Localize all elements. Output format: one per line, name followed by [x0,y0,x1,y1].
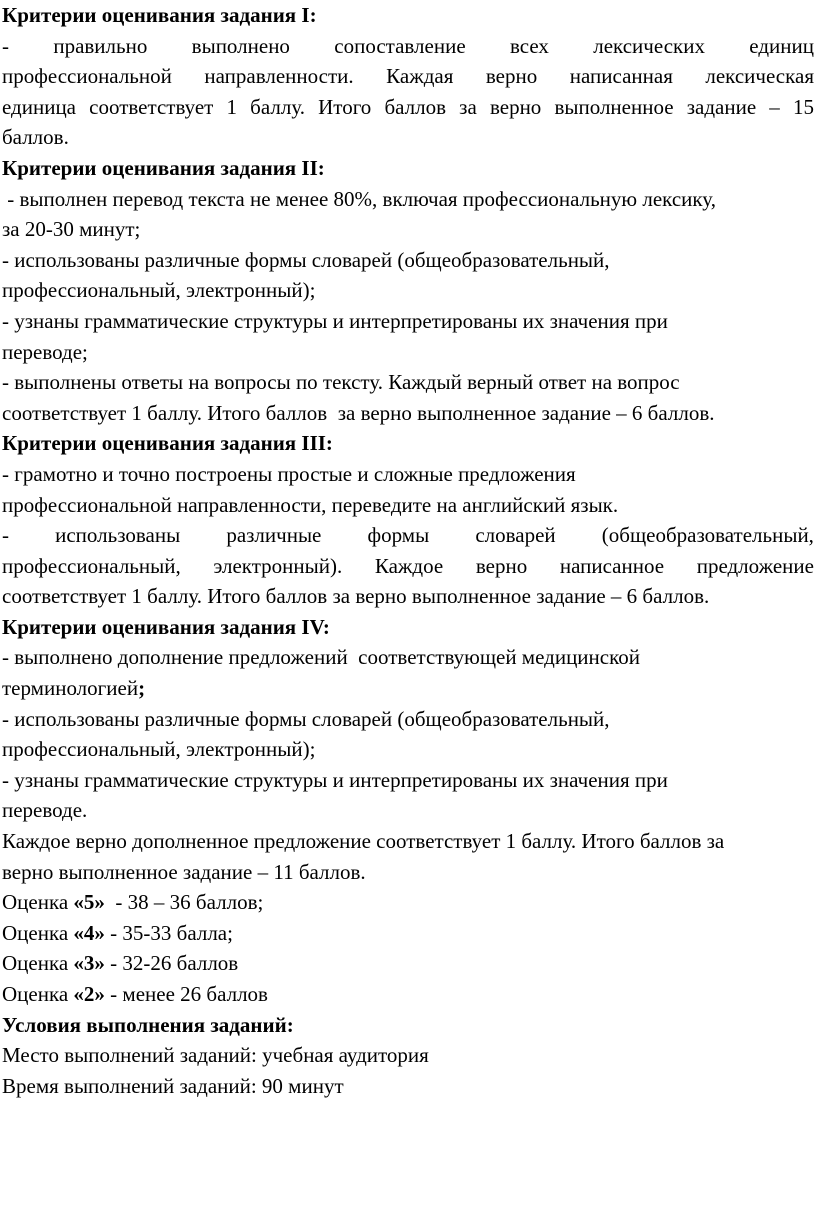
section4-line2-semicolon: ; [138,676,146,701]
word: задание [686,94,757,119]
section3-line5: соответствует 1 баллу. Итого баллов за верно выполненное задание – 6 баллов. [2,584,710,609]
word: соответствует [89,94,214,119]
grade-rest: - 32-26 баллов [104,951,239,976]
word: верно [489,94,542,119]
word: предложение [696,553,814,578]
grade-prefix: Оценка [2,982,74,1006]
word: Каждое [374,553,444,578]
word: 1 [226,94,238,119]
section2-line1: - выполнен перевод текста не менее 80%, включая профессиональную лексику, [2,186,716,211]
grade-rest: - менее 26 баллов [104,982,268,1006]
section2-line7: - выполнены ответы на вопросы по тексту. Каждый верный ответ на вопрос [2,370,680,395]
word: верно [485,64,538,89]
section2-line8: соответствует 1 баллу. Итого баллов за верно выполненное задание – 6 баллов. [2,400,715,425]
section4-line8: верно выполненное задание – 11 баллов. [2,859,366,884]
word: – [769,94,780,119]
section4-heading: Критерии оценивания задания IV: [2,614,330,639]
section3-line2: профессиональной направленности, переведите на английский язык. [2,492,619,517]
grade-mark: «3» [73,951,105,976]
word: верно [475,553,528,578]
section4-line6: переводе. [2,798,88,823]
word: - [2,33,9,58]
grade-prefix: Оценка [2,951,74,976]
section1-line2 [2,61,814,92]
word: сопоставление [334,33,466,58]
section1-line4: баллов. [2,125,69,150]
section2-line6: переводе; [2,339,88,364]
word: всех [510,33,549,58]
grade-4 [2,918,814,949]
grade-5 [2,887,814,918]
word: (общеобразовательный, [601,523,814,548]
word: правильно [53,33,148,58]
word: написанное [559,553,665,578]
word: выполненное [554,94,674,119]
section4-line7: Каждое верно дополненное предложение соответствует 1 баллу. Итого баллов за [2,829,725,854]
word: профессиональный, [2,553,181,578]
word: единиц [749,33,814,58]
word: лексическая [705,64,814,89]
section4-line2 [2,673,814,704]
section3-line4 [2,551,814,582]
word: различные [226,523,322,548]
word: - [2,523,9,548]
grade-mark: «5» [73,890,105,915]
document-page [2,0,814,1101]
word: лексических [593,33,705,58]
word: направленности. [204,64,354,89]
section4-line3: - использованы различные формы словарей (общеобразовательный, [2,706,610,731]
section4-line4: профессиональный, электронный); [2,737,316,762]
section1-heading: Критерии оценивания задания I: [2,3,317,27]
conditions-place: Место выполнений заданий: учебная аудитория [2,1043,429,1068]
word: баллу. [250,94,305,119]
grade-prefix: Оценка [2,920,74,945]
word: формы [367,523,430,548]
word: профессиональной [2,64,172,89]
section2-line5: - узнаны грамматические структуры и интерпретированы их значения при [2,308,668,333]
word: за [459,94,477,119]
grade-rest: - 38 – 36 баллов; [104,890,264,915]
section2-line2: за 20-30 минут; [2,217,141,242]
section3-heading: Критерии оценивания задания III: [2,431,333,456]
section4-line1: - выполнено дополнение предложений соответствующей медицинской [2,645,640,670]
section1-line3 [2,92,814,123]
conditions-time: Время выполнений заданий: 90 минут [2,1073,344,1098]
word: 15 [792,94,814,119]
grade-prefix: Оценка [2,890,74,915]
grade-2 [2,979,814,1010]
word: использованы [55,523,181,548]
section2-line3: - использованы различные формы словарей (общеобразовательный, [2,247,610,272]
word: написанная [569,64,673,89]
grade-3 [2,948,814,979]
section4-line2-text: терминологией [2,676,139,701]
grade-mark: «2» [73,982,105,1006]
section3-line3 [2,520,814,551]
section2-heading: Критерии оценивания задания II: [2,155,325,180]
word: электронный). [213,553,343,578]
section2-line4: профессиональный, электронный); [2,278,316,303]
word: единица [2,94,77,119]
word: Итого [318,94,372,119]
section1-line1 [2,31,814,62]
grade-rest: - 35-33 балла; [104,920,233,945]
section3-line1: - грамотно и точно построены простые и сложные предложения [2,461,576,486]
word: выполнено [191,33,290,58]
conditions-heading: Условия выполнения заданий: [2,1012,294,1037]
section4-line5: - узнаны грамматические структуры и интерпретированы их значения при [2,767,668,792]
grade-mark: «4» [73,920,105,945]
word: словарей [475,523,556,548]
word: Каждая [386,64,454,89]
word: баллов [384,94,447,119]
